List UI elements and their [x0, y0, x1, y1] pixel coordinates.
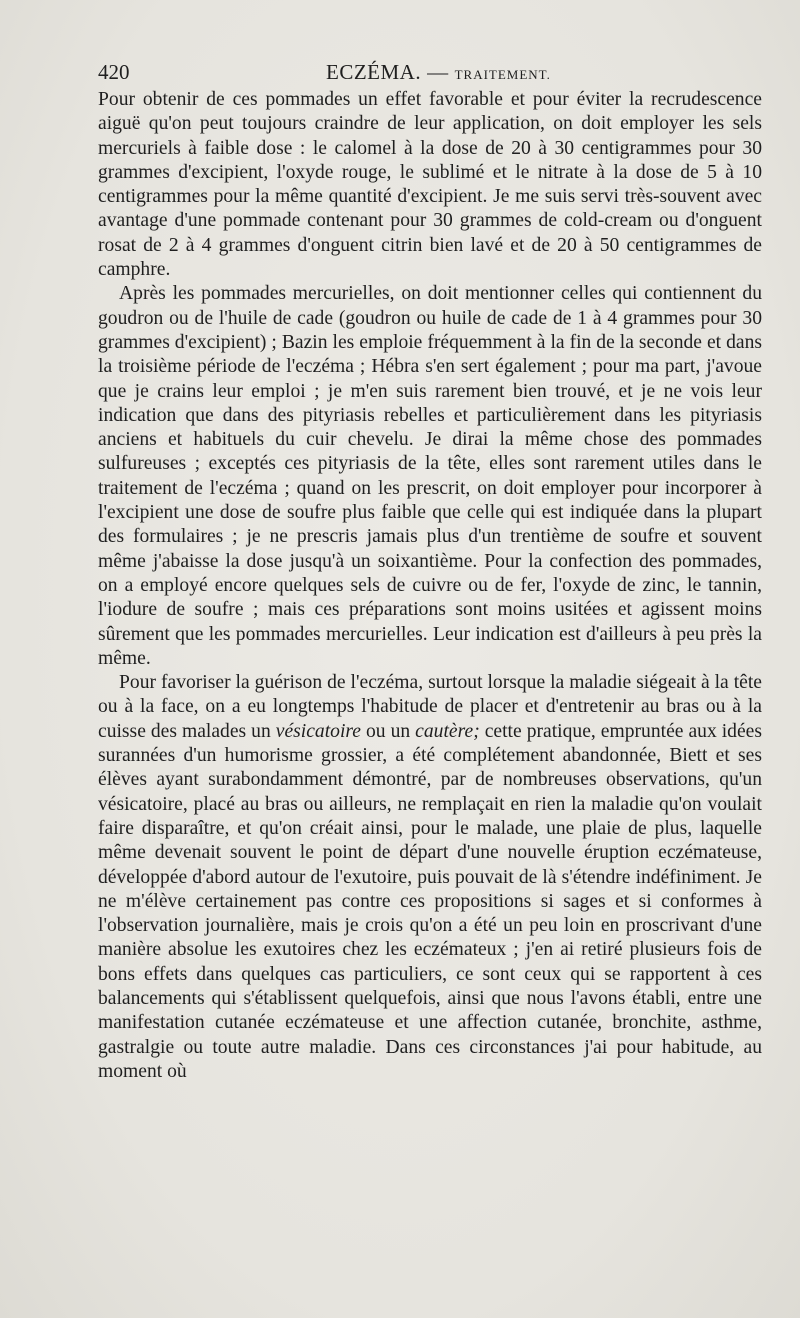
- paragraph-1: Pour obtenir de ces pommades un effet favorable et pour éviter la recrudescence aiguë qu'on peut toujours craindre de leur application, on doit employer les sels mercuriels à faible dose : le calomel à la dose de 20 à 30 centigrammes pour 30 grammes d'excipient, l'oxyde rouge, le sublimé et le nitrate à la dose de 5 à 10 centigrammes pour la même quantité d'excipient. Je me suis servi très-souvent avec avantage d'une pommade contenant pour 30 grammes de cold-cream ou d'onguent rosat de 2 à 4 grammes d'onguent citrin bien lavé et de 20 à 50 centigrammes de camphre.: [98, 89, 762, 281]
- running-head: [326, 60, 551, 85]
- section-title: TRAITEMENT.: [454, 67, 551, 82]
- page-header: [98, 60, 762, 88]
- paragraph-3-conjunction: ou un: [361, 720, 416, 742]
- italic-vesicatoire: vésicatoire: [275, 720, 362, 742]
- paragraph-2: Après les pommades mercurielles, on doit mentionner celles qui contiennent du goudron ou de l'huile de cade (goudron ou huile de cade de 1 à 4 grammes pour 30 grammes d'excipient) ; Bazin les emploie fréquemment à la fin de la seconde et dans la troisième période de l'eczéma ; Hébra s'en sert également ; pour ma part, j'avoue que je crains leur emploi ; je m'en suis rarement bien trouvé, et je ne vois leur indication que dans des pityriasis rebelles et particulièrement dans les pityriasis anciens et habituels du cuir chevelu. Je dirai la même chose des pommades sulfureuses ; exceptés ces pityriasis de la tête, elles sont rarement utiles dans le traitement de l'eczéma ; quand on les prescrit, on doit employer pour incorporer à l'excipient une dose de soufre plus faible que celle qui est indiquée dans la plupart des formulaires ; je ne prescris jamais plus d'un trentième de soufre et souvent même j'abaisse la dose jusqu'à un soixantième. Pour la confection des pommades, on a employé encore quelques sels de cuivre ou de fer, l'oxyde de zinc, le tannin, l'iodure de soufre ; mais ces préparations sont moins usitées et agissent moins sûrement que les pommades mercurielles. Leur indication est d'ailleurs à peu près la même.: [98, 283, 762, 669]
- chapter-title: ECZÉMA.: [326, 60, 422, 84]
- italic-cautere: cautère;: [415, 720, 480, 742]
- title-separator: —: [427, 60, 449, 84]
- paragraph-3-part-1: Pour favoriser la guérison de l'eczéma, surtout lorsque la maladie siégeait à la tête ou à la face, on a eu longtemps l'habitude de placer et d'entretenir au bras ou à la cuisse des malades un: [98, 672, 762, 742]
- page-number: 420: [98, 60, 130, 84]
- paragraph-3-part-2: cette pratique, empruntée aux idées surannées d'un humorisme grossier, a été complétement abandonnée, Biett et ses élèves ayant surabondamment démontré, par de nombreuses observations, qu'un vésicatoire, placé au bras ou ailleurs, ne remplaçait en rien la maladie qu'on voulait faire disparaître, et qu'on créait ainsi, pour le malade, une plaie de plus, laquelle même devenait souvent le point de départ d'une nouvelle éruption eczémateuse, développée d'abord autour de l'exutoire, puis pouvait de là s'étendre indéfiniment. Je ne m'élève certainement pas contre ces propositions si sages et si conformes à l'observation journalière, mais je crois qu'on a été un peu loin en proscrivant d'une manière absolue les exutoires chez les eczémateux ; j'en ai retiré plusieurs fois de bons effets dans quelques cas particuliers, ce sont ceux qui se rapportent à ces balancements qui s'établissent quelquefois, ainsi que nous l'avons établi, entre une manifestation cutanée eczémateuse et une affection cutanée, bronchite, asthme, gastralgie ou toute autre maladie. Dans ces circonstances j'ai pour habitude, au moment où: [98, 720, 762, 1082]
- paragraph-3: [98, 671, 762, 1084]
- body-text: [98, 88, 762, 1084]
